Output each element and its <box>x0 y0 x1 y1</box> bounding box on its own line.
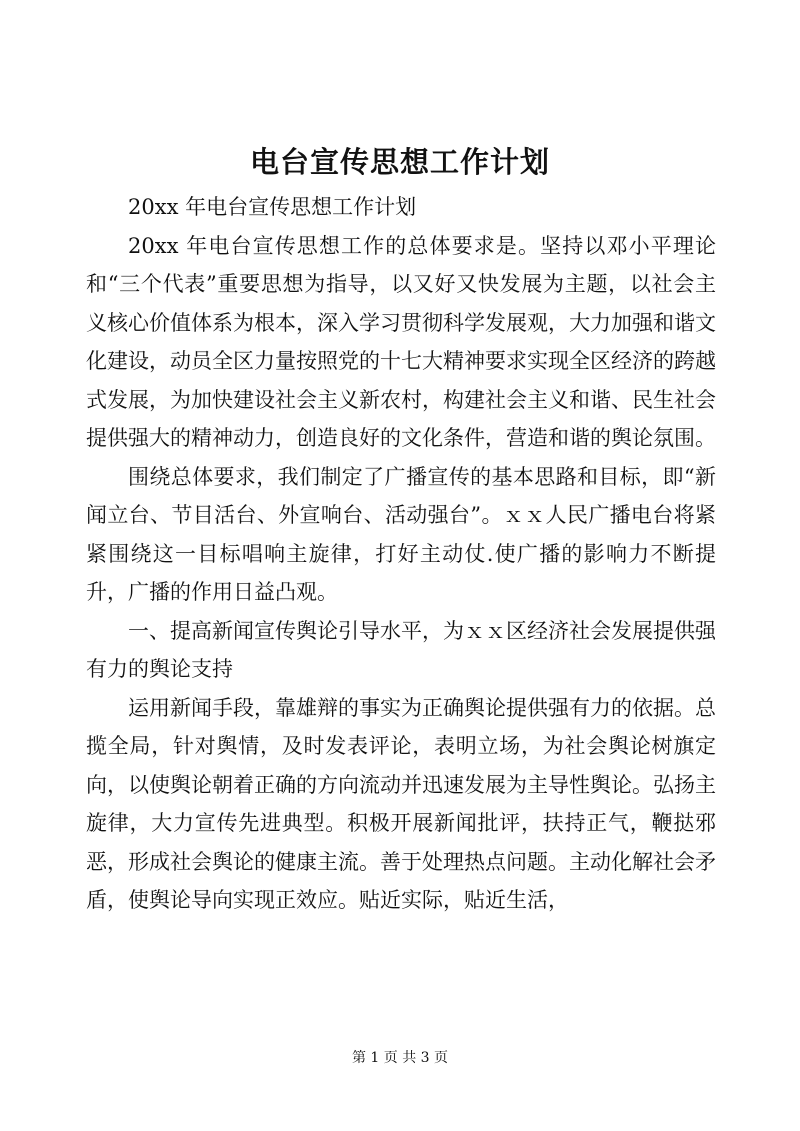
subtitle-paragraph: 20xx 年电台宣传思想工作计划 <box>128 195 417 219</box>
document-title: 电台宣传思想工作计划 <box>249 145 550 179</box>
page-footer: 第 1 页 共 3 页 <box>351 1050 449 1066</box>
section-heading-1: 一、提高新闻宣传舆论引导水平，为ｘｘ区经济社会发展提供强有力的舆论支持 <box>86 618 716 681</box>
news-methods-paragraph: 运用新闻手段，靠雄辩的事实为正确舆论提供强有力的依据。总揽全局，针对舆情，及时发表评论，表明立场，为社会舆论树旗定向，以使舆论朝着正确的方向流动并迅速发展为主导性舆论。弘扬主旋律，大力宣传先进典型。积极开展新闻批评，扶持正气，鞭挞邪恶，形成社会舆论的健康主流。善于处理热点问题。主动化解社会矛盾，使舆论导向实现正效应。贴近实际，贴近生活， <box>86 695 716 912</box>
overall-requirements-paragraph: 20xx 年电台宣传思想工作的总体要求是。坚持以邓小平理论和“三个代表”重要思想为指导，以又好又快发展为主题，以社会主义核心价值体系为根本，深入学习贯彻科学发展观，大力加强和谐文化建设，动员全区力量按照党的十七大精神要求实现全区经济的跨越式发展，为加快建设社会主义新农村，构建社会主义和谐、民生社会提供强大的精神动力，创造良好的文化条件，营造和谐的舆论氛围。 <box>86 233 716 450</box>
goals-paragraph: 围绕总体要求，我们制定了广播宣传的基本思路和目标，即“新闻立台、节目活台、外宣响台、活动强台”。ｘｘ人民广播电台将紧紧围绕这一目标唱响主旋律，打好主动仗.使广播的影响力不断提升，广播的作用日益凸观。 <box>86 464 716 604</box>
document-body <box>86 188 716 920</box>
